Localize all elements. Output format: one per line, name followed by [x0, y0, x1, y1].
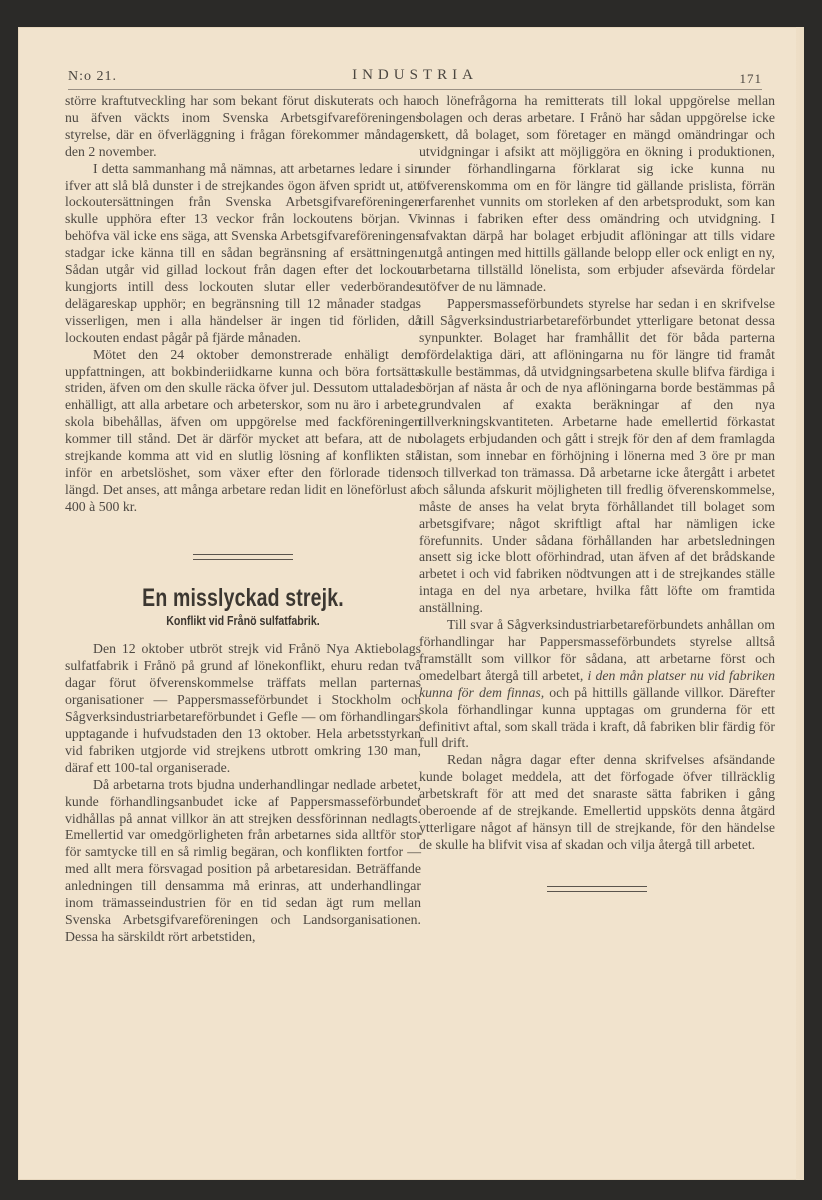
right-column: [419, 93, 775, 892]
left-column: [65, 93, 421, 946]
paragraph: Redan några dagar efter denna skrifvelses afsändande kunde bolaget meddela, att det förfogade öfver tillräcklig arbetskraft för att med det snaraste sätta fabriken i gång oberoende af de strejkande. Emellertid uppsköts denna åtgärd ytterligare något af hänsyn till de strejkande, för den händelse de skulle ha blifvit visa af skadan och vilja återgå till arbetet.: [419, 752, 775, 852]
magazine-page: [18, 27, 804, 1180]
paragraph: [419, 617, 775, 752]
paragraph: Mötet den 24 oktober demonstrerade enhäligt den uppfattningen, att bokbinderiidkarne kunna och böra fortsätta striden, äfven om den skulle räcka öfver jul. Dessutom uttalades enhälligt, att alla arbetare och arbeterskor, som nu äro i arbete, skola bibehållas, äfven om uppgörelse med fackföreningen kommer till stånd. Det är därför mycket att befara, att de nu strejkande komma att vid en slutlig lösning af konflikten stå inför en arbetslöshet, som växer efter den förlorade tidens längd. Det anses, att många arbetare redan lidit en löneförlust af 400 à 500 kr.: [65, 346, 421, 514]
paragraph-text: Till svar å Sågverksindustriarbetareförbundets anhållan om förhandlingar har Pappersmasseförbundets styrelse alltså framställt som villkor för sådana, att arbetarne först och omedelbart återgå till arbetet,: [419, 617, 775, 683]
journal-title: INDUSTRIA: [352, 67, 478, 83]
paragraph: Pappersmasseförbundets styrelse har sedan i en skrifvelse till Sågverksindustriarbetareförbundet ytterligare betonat dessa synpunkter. Bolaget har framhållit det för båda parterna ofördelaktiga däri, att aflöningarna nu för längre tid framåt skulle bestämmas, då utvidgningsarbetena skulle blifva färdiga i början af nästa år och de nya aflöningarna borde bestämmas på grundvalen af exakta beräkningar af den nya tillverkningskvantiteten. Arbetarne hade emellertid förkastat bolagets erbjudanden och gått i strejk för den af dem framlagda listan, som innebar en förhöjning i lönerna med 3 öre pr man och tillverkad ton trämassa. Då arbetarne icke återgått i arbetet och sålunda afskurit möjligheten till fredlig öfverenskommelse, måste de anses ha velat bryta förhållandet till bolaget som arbetsgifvare; något skriftligt aftal har nämligen icke förefunnits. Under sådana förhållanden har arbetsledningen ansett sig icke blott oförhindrad, utan äfven af det brådskande arbetet i och vid fabriken nödtvungen att i de strejkandes ställe intaga en del nya arbetare, hvilka fått löfte om framtida anställning.: [419, 295, 775, 616]
page-number: 171: [739, 71, 762, 86]
paragraph: större kraftutveckling har som bekant förut diskuterats och har nu äfven väckts inom Svenska Arbetsgifvareföreningens styrelse, där en öfverläggning i frågan förekommer måndagen den 2 november.: [65, 93, 421, 159]
paragraph: och lönefrågorna ha remitterats till lokal uppgörelse mellan bolagen och deras arbetare. I Frånö har sådan uppgörelse icke skett, då bolaget, som företager en mängd omändringar och utvidgningar i afsikt att möjliggöra en ökning i produktionen, under förhandlingarna förklarat sig icke kunna nu öfverenskomma om en för längre tid gällande prislista, förrän erfarenhet vunnits om storleken af den arbetsprodukt, som kan vinnas i fabriken efter dess omändring och utvidgning. I afvaktan därpå har bolaget erbjudit aflöningar att tills vidare utgå antingen med hittills gällande belopp eller ock enligt en ny, arbetarna tillställd lönelista, som erbjuder afsevärda fördelar utöfver de nu lämnade.: [419, 93, 775, 294]
article-title: En misslyckad strejk.: [142, 583, 344, 612]
running-header: [68, 63, 762, 90]
paragraph-text: och på hittills gällande villkor. Därefter skola förhandlingar kunna upptagas om grunderna för ett definitivt aftal, som skall träda i kraft, då fabriken blir färdig för full drift.: [419, 684, 775, 751]
issue-number: N:o 21.: [68, 69, 117, 84]
paragraph: Då arbetarna trots bjudna underhandlingar nedlade arbetet, kunde förhandlingsanbudet icke af Pappersmasseförbundet vidhållas på annat villkor än att strejken dessförinnan nedlagts. Emellertid var omedgörligheten från arbetarnes sida alltför stor för samtycke till en så rimlig begäran, och konflikten fortfor — med allt mera försvagad position på arbetaresidan. Beträffande anledningen till densamma må erinras, att underhandlingar inom trämasseindustrien för en tid sedan ägt rum mellan Svenska Arbetsgifvareföreningen och Landsorganisationen. Dessa ha särskildt rört arbetstiden,: [65, 776, 421, 944]
article-subtitle: Konflikt vid Frånö sulfatfabrik.: [166, 613, 320, 628]
end-divider: [547, 886, 647, 892]
paragraph: Den 12 oktober utbröt strejk vid Frånö Nya Aktiebolags sulfatfabrik i Frånö på grund af lönekonflikt, ehuru redan två dagar förut öfverenskommelse träffats mellan parternas organisationer — Pappersmasseförbundet i Stockholm och Sågverksindustriarbetareförbundet i Gefle — om förhandlingars upptagande i hufvudstaden den 13 oktober. Hela arbetsstyrkan vid fabriken utgjorde vid strejkens utbrott omkring 130 man, däraf ett 100-tal organiserade.: [65, 641, 421, 775]
paragraph: I detta sammanhang må nämnas, att arbetarnes ledare i sin ifver att slå blå dunster i de strejkandes ögon äfven spridt ut, att lockoutersättningen från Svenska Arbetsgifvareföreningen skulle upphöra efter 13 veckor från lockoutens början. Vi behöfva väl icke ens säga, att Svenska Arbetsgifvareföreningens stadgar icke känna till en sådan begränsning af ersättningen. Sådan utgår vid gillad lockout från dagen efter det lockout kungjorts intill dess lockouten slutar eller vederbörandes delägareskap upphör; en begränsning till 12 månader stadgas visserligen, men i alla händelser är ingen tid förliden, då lockouten endast pågår på fjärde månaden.: [65, 160, 421, 345]
italic-emphasis: i den mån platser nu vid fabriken kunna för dem finnas,: [419, 667, 776, 700]
